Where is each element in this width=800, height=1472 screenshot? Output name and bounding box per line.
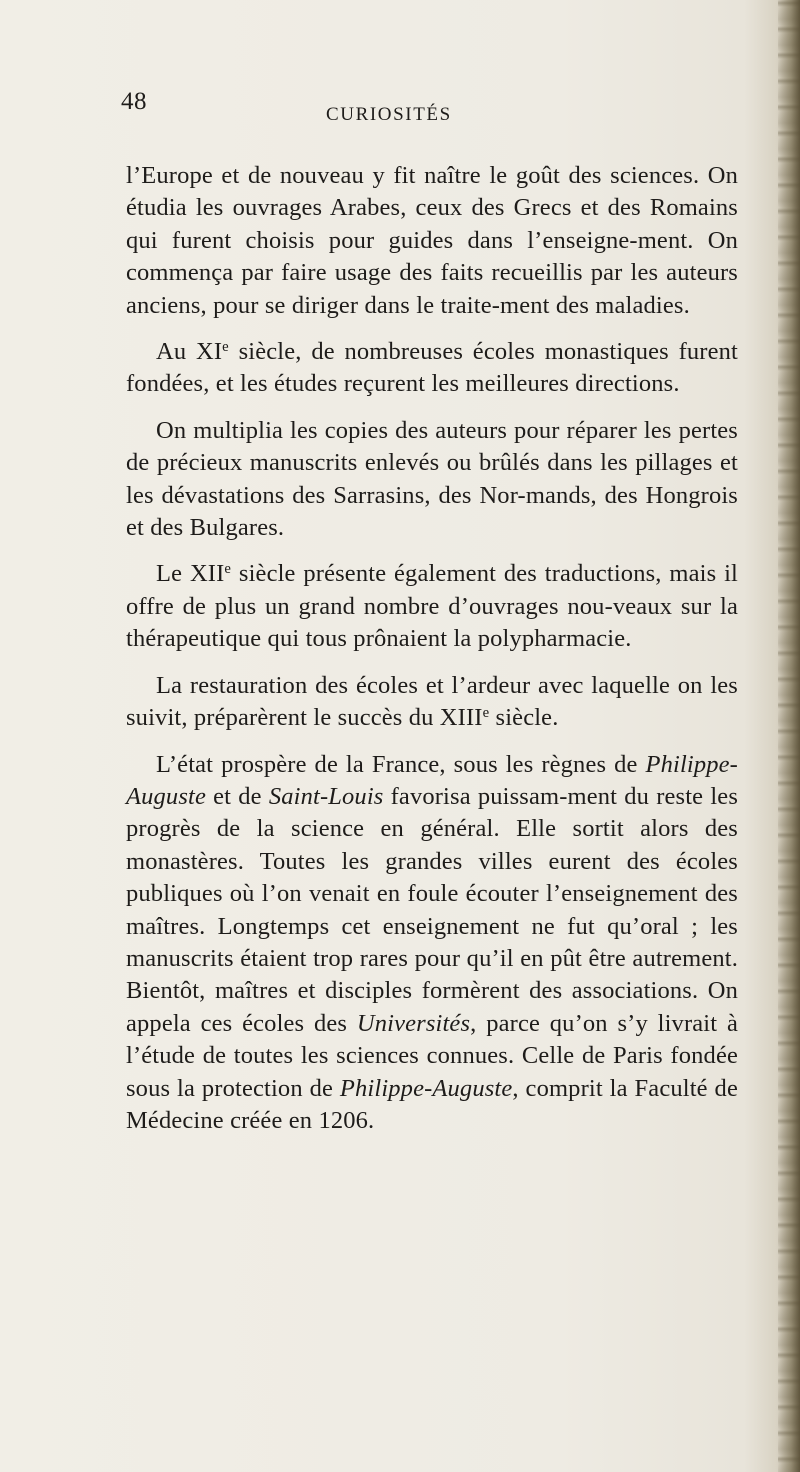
text-run: siècle, de nombreuses écoles monastiques furent fondées, et les études reçurent les meilleures directions. xyxy=(126,338,738,398)
text-run: Le XII xyxy=(156,560,225,588)
text-run: et de xyxy=(205,782,269,810)
text-run: On multiplia les copies des auteurs pour réparer les pertes de précieux manuscrits enlevés ou brûlés dans les pillages et les dévastations des Sarrasins, des Nor-mands, des Hongrois et des Bulgares. xyxy=(126,416,738,542)
page-number: 48 xyxy=(121,88,147,115)
text-run: , comprit la Faculté de Médecine créée en 1206. xyxy=(126,1074,738,1134)
text-run: L’état prospère de la France, sous les règnes de xyxy=(156,750,646,778)
text-run: Au XI xyxy=(156,338,223,366)
italic-term: Saint-Louis xyxy=(268,782,384,810)
paragraph-6 xyxy=(126,749,738,1138)
superscript-e: e xyxy=(482,705,490,722)
paragraph-2 xyxy=(126,336,738,401)
superscript-e: e xyxy=(222,338,229,355)
text-run: La restauration des écoles et l’ardeur avec laquelle on les suivit, préparèrent le succès du XIII xyxy=(126,671,738,732)
superscript-e: e xyxy=(224,561,232,578)
text-run: , parce qu’on s’y livrait à l’étude de toutes les sciences connues. Celle de Paris fondée sous la protection de xyxy=(126,1009,738,1102)
text-run: siècle présente également des traductions, mais il offre de plus un grand nombre d’ouvrages nou-veaux sur la thérapeutique qui tous prônaient la polypharmacie. xyxy=(126,560,738,653)
italic-term: Philippe-Auguste xyxy=(339,1074,513,1102)
paragraph-5 xyxy=(126,670,738,735)
body-text xyxy=(126,160,738,1151)
text-run: l’Europe et de nouveau y fit naître le goût des sciences. On étudia les ouvrages Arabes, ceux des Grecs et des Romains qui furent choisis pour guides dans l’enseigne-ment. On commença par faire usage des faits recueillis par les auteurs anciens, pour se diriger dans le traite-ment des maladies. xyxy=(126,162,738,319)
paragraph-3 xyxy=(126,415,738,545)
text-run: favorisa puissam-ment du reste les progrès de la science en général. Elle sortit alors des monastères. Toutes les grandes villes eurent des écoles publiques où l’on venait en foule écouter l’enseignement des maîtres. Longtemps cet enseignement ne fut qu’oral ; les manuscrits étaient trop rares pour qu’il en pût être autrement. Bientôt, maîtres et disciples formèrent des associations. On appela ces écoles des xyxy=(126,782,739,1037)
running-head: CURIOSITÉS xyxy=(326,104,452,125)
text-run: siècle. xyxy=(489,704,559,732)
italic-term: Philippe-Auguste xyxy=(126,750,738,810)
paragraph-1 xyxy=(126,160,738,322)
page-edge-shadow xyxy=(778,0,800,1472)
paragraph-4 xyxy=(126,558,738,655)
italic-term: Universités xyxy=(356,1009,471,1037)
